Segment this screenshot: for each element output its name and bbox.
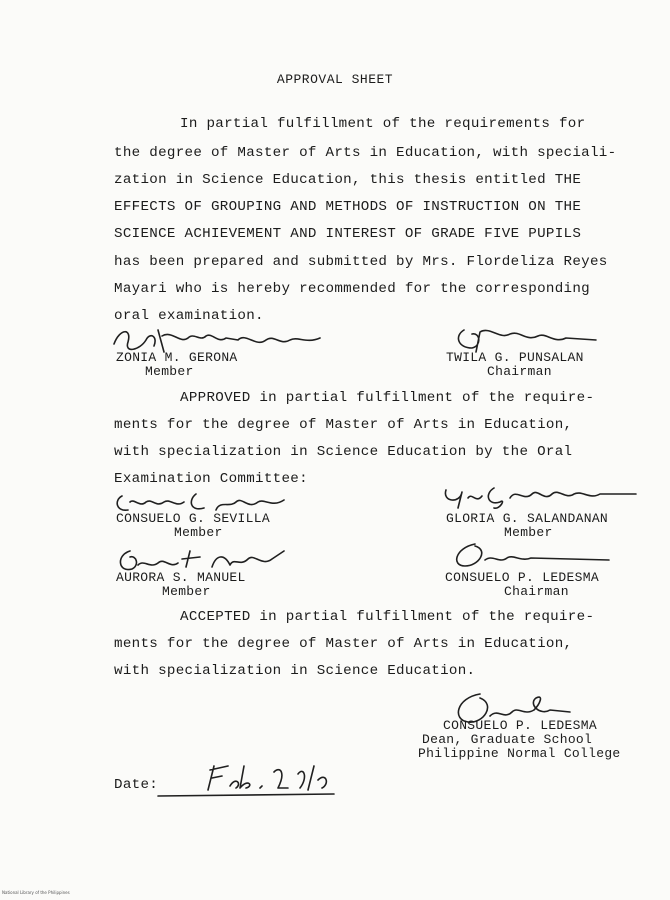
page-title: APPROVAL SHEET — [276, 72, 394, 87]
paragraph3-line: ments for the degree of Master of Arts in Education, — [114, 636, 573, 652]
salandanan-signature — [440, 480, 640, 514]
manuel-role: Member — [162, 584, 211, 599]
date-value — [250, 771, 336, 783]
paragraph2-line: with specialization in Science Education by the Oral — [114, 444, 573, 460]
paragraph1-line: has been prepared and submitted by Mrs. Flordeliza Reyes — [114, 254, 608, 270]
ledesma-dean-title: Dean, Graduate School — [422, 732, 593, 747]
paragraph1-line: zation in Science Education, this thesis entitled THE — [114, 172, 582, 188]
sevilla-name: CONSUELO G. SEVILLA — [116, 511, 270, 526]
paragraph2-line: Examination Committee: — [114, 471, 308, 487]
gerona-role: Member — [145, 364, 194, 379]
paragraph1-line: the degree of Master of Arts in Education, with speciali- — [114, 145, 617, 161]
ledesma-dean-name: CONSUELO P. LEDESMA — [443, 718, 597, 733]
paragraph1-line: In partial fulfillment of the requirements for — [180, 116, 586, 132]
paragraph1-line: SCIENCE ACHIEVEMENT AND INTEREST OF GRADE FIVE PUPILS — [114, 226, 582, 242]
date-label: Date: — [114, 777, 159, 793]
punsalan-name: TWILA G. PUNSALAN — [446, 350, 584, 365]
punsalan-role: Chairman — [487, 364, 552, 379]
salandanan-role: Member — [504, 525, 553, 540]
ledesma-dean-institution: Philippine Normal College — [418, 746, 621, 761]
paragraph3-line: ACCEPTED in partial fulfillment of the require- — [180, 609, 595, 625]
paragraph2-line: APPROVED in partial fulfillment of the require- — [180, 390, 595, 406]
paragraph3-line: with specialization in Science Education. — [114, 663, 476, 679]
library-footer: National Library of the Philippines — [2, 890, 70, 895]
paragraph1-line: oral examination. — [114, 308, 264, 324]
sevilla-role: Member — [174, 525, 223, 540]
ledesma-committee-role: Chairman — [504, 584, 569, 599]
paragraph2-line: ments for the degree of Master of Arts in Education, — [114, 417, 573, 433]
paragraph1-line: Mayari who is hereby recommended for the corresponding — [114, 281, 590, 297]
manuel-name: AURORA S. MANUEL — [116, 570, 246, 585]
paragraph1-line: EFFECTS OF GROUPING AND METHODS OF INSTRUCTION ON THE — [114, 199, 582, 215]
ledesma-committee-name: CONSUELO P. LEDESMA — [445, 570, 599, 585]
gerona-name: ZONIA M. GERONA — [116, 350, 238, 365]
salandanan-name: GLORIA G. SALANDANAN — [446, 511, 609, 526]
